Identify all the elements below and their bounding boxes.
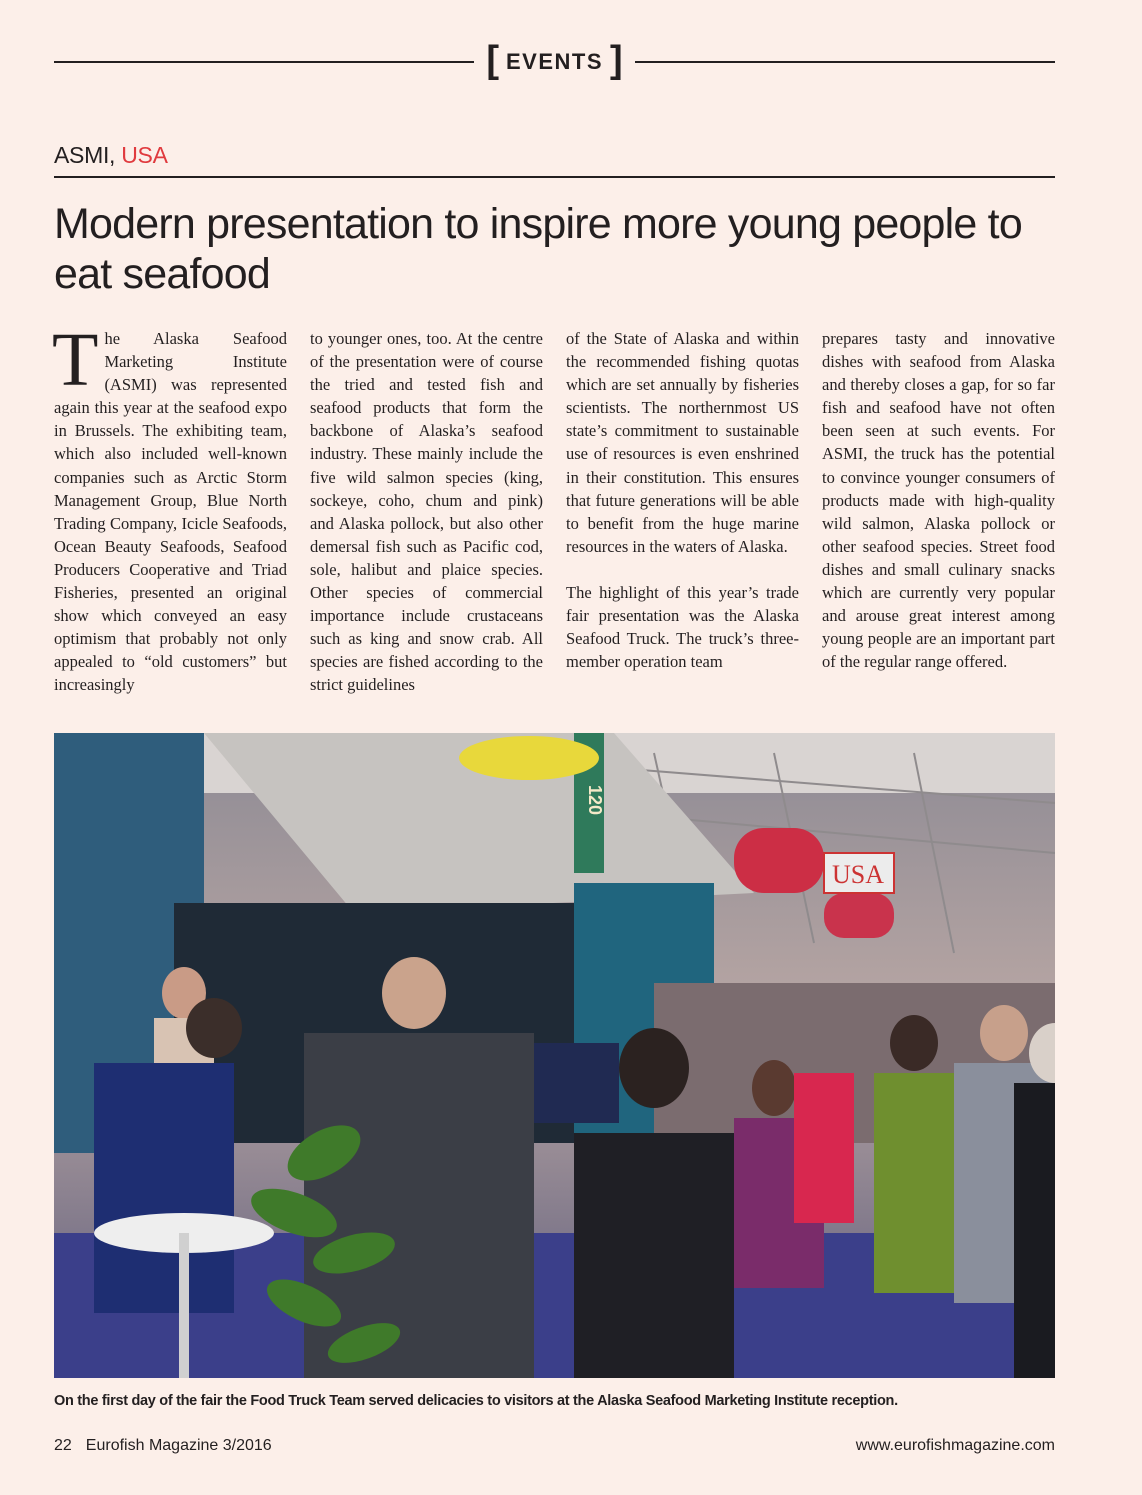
- paragraph-text: he Alaska Seafood Marketing Institute (ASMI) was represented again this year at the seafood expo in Brussels. The exhibiting team, which also included well-known companies such as Arctic Storm Management Group, Blue North Trading Company, Icicle Seafoods, Ocean Beauty Seafoods, Seafood Producers Cooperative and Triad Fisheries, presented an original show which conveyed an easy optimism that probably not only appealed to “old customers” but increasingly: [54, 329, 287, 695]
- header-rule-left: [54, 61, 474, 63]
- drop-cap: T: [52, 318, 99, 402]
- paragraph: prepares tasty and innovative dishes with seafood from Alaska and thereby closes a gap, for so far fish and seafood have not often been seen at such events. For ASMI, the truck has the potential to convince younger consumers of products made with high-quality wild salmon, Alaska pollock or other seafood species. Street food dishes and small culinary snacks which are currently very popular and arouse great interest among young people are an important part of the regular range offered.: [822, 329, 1055, 672]
- section-title: EVENTS: [505, 49, 604, 74]
- body-column-2: [310, 327, 543, 697]
- body-column-4: [822, 327, 1055, 697]
- body-column-3: [566, 327, 799, 697]
- page-number: 22: [54, 1437, 72, 1454]
- kicker-country: USA: [121, 142, 168, 168]
- section-header: [54, 40, 1055, 84]
- pendant-lamp-red: [734, 828, 824, 893]
- bracket-open: [: [486, 38, 499, 81]
- website-url: www.eurofishmagazine.com: [855, 1437, 1055, 1454]
- body-column-1: [52, 318, 287, 697]
- photo-illustration: [54, 733, 1055, 1378]
- photo-caption: On the first day of the fair the Food Truck Team served delicacies to visitors at the Alaska Seafood Marketing Institute reception.: [54, 1393, 898, 1409]
- pendant-lamp-red-small: [824, 893, 894, 938]
- paragraph: of the State of Alaska and within the recommended fishing quotas which are set annually by fisheries scientists. The northernmost US state’s commitment to sustainable use of resources is even enshrined in their constitution. This ensures that future generations will be able to benefit from the huge marine resources in the waters of Alaska.: [566, 329, 799, 556]
- kicker-org: ASMI,: [54, 142, 122, 168]
- bracket-close: ]: [610, 38, 623, 81]
- kicker-rule: [54, 176, 1055, 178]
- table-leg: [179, 1233, 189, 1378]
- section-label: [474, 38, 634, 81]
- paragraph: [52, 318, 287, 697]
- article-body: [52, 318, 1056, 697]
- article-headline: Modern presentation to inspire more young people to eat seafood: [54, 200, 1022, 298]
- magazine-issue: Eurofish Magazine 3/2016: [85, 1437, 272, 1454]
- truck-number: 120: [585, 785, 605, 816]
- header-rule-right: [635, 61, 1055, 63]
- pendant-lamp-yellow: [459, 736, 599, 780]
- footer-left: [54, 1437, 272, 1455]
- event-photo: [54, 733, 1055, 1378]
- page-footer: [54, 1435, 1055, 1457]
- paragraph: The highlight of this year’s trade fair presentation was the Alaska Seafood Truck. The truck’s three-member operation team: [566, 583, 799, 672]
- usa-sign-text: USA: [832, 860, 885, 889]
- paragraph: to younger ones, too. At the centre of the presentation were of course the tried and tested fish and seafood products that form the backbone of Alaska’s seafood industry. These mainly include the five wild salmon species (king, sockeye, coho, chum and pink) and Alaska pollock, but also other demersal fish such as Pacific cod, sole, halibut and plaice species. Other species of commercial importance include crustaceans such as king and snow crab. All species are fished according to the strict guidelines: [310, 329, 543, 695]
- kicker: [54, 142, 168, 169]
